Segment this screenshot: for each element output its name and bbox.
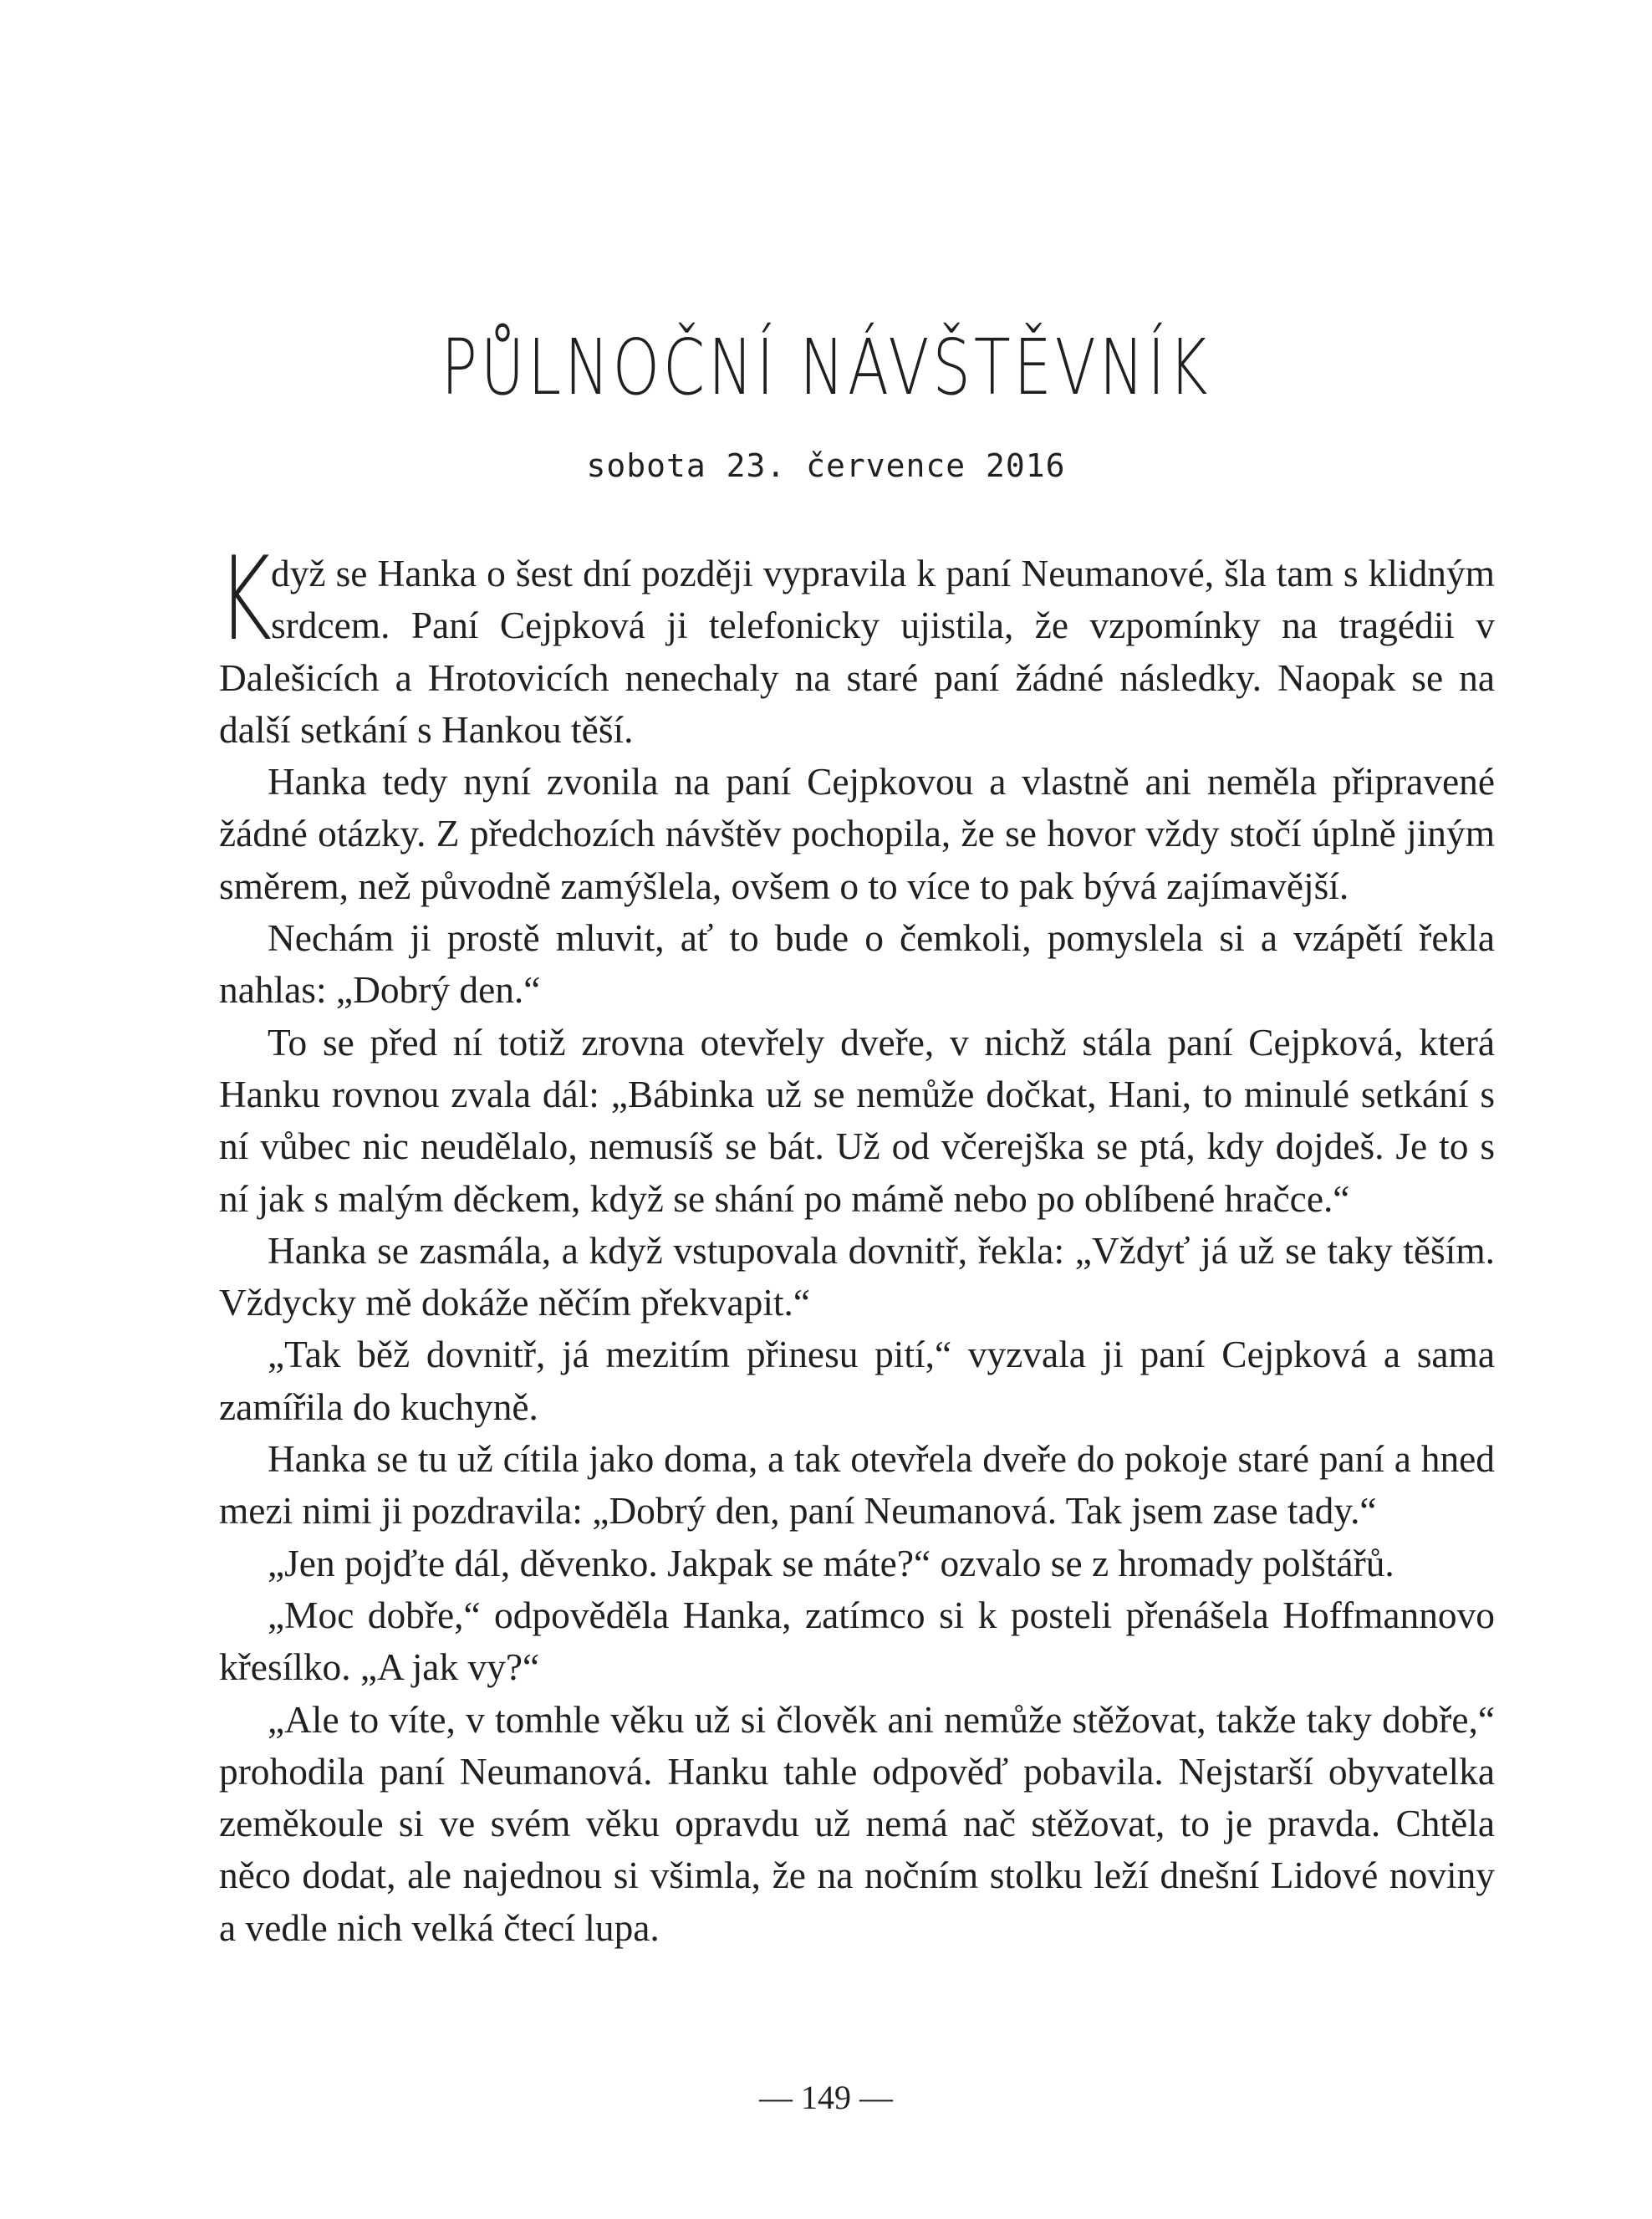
chapter-body [217,532,1495,1954]
paragraph-1 [217,532,1495,756]
paragraph-10: „Ale to víte, v tomhle věku už si člověk ani nemůže stěžovat, takže taky dobře,“ prohodila paní Neumanová. Hanku tahle odpověď pobavila. Nejstarší obyvatelka zeměkoule si ve svém věku opravdu už nemá nač stěžovat, to je pravda. Chtěla něco dodat, ale najednou si všimla, že na nočním stolku leží dnešní Lidové noviny a vedle nich velká čtecí lupa. [219,1698,1495,1949]
paragraph-5: Hanka se zasmála, a když vstupovala dovnitř, řekla: „Vždyť já už se taky těším. Vždycky mě dokáže něčím překvapit.“ [219,1229,1495,1324]
paragraph-8: „Jen pojďte dál, děvenko. Jakpak se máte?“ ozvalo se z hromady polštářů. [268,1542,1395,1584]
chapter-title: PŮLNOČNÍ NÁVŠTĚVNÍK [441,322,1211,412]
paragraph-9: „Moc dobře,“ odpověděla Hanka, zatímco si k posteli přenášela Hoffmannovo křesílko. „A jak vy?“ [219,1594,1495,1689]
paragraph-3: Nechám ji prostě mluvit, ať to bude o čemkoli, pomyslela si a vzápětí řekla nahlas: „Dobrý den.“ [219,917,1495,1012]
paragraph-1-text: dyž se Hanka o šest dní později vypravila k paní Neumanové, šla tam s klidným srdcem. Paní Cejpková ji telefonicky ujistila, že vzpomínky na tragédii v Dalešicích a Hrotovicích nenechaly na staré paní žádné následky. Naopak se na další setkání s Hankou těší. [219,553,1495,751]
drop-cap-letter: K [217,532,273,666]
paragraph-4: To se před ní totiž zrovna otevřely dveře, v nichž stála paní Cejpková, která Hanku rovnou zvala dál: „Bábinka už se nemůže dočkat, Hani, to minulé setkání s ní vůbec nic neudělalo, nemusíš se bát. Už od včerejška se ptá, kdy dojdeš. Je to s ní jak s malým děckem, když se shání po mámě nebo po oblíbené hračce.“ [219,1021,1495,1220]
paragraph-7: Hanka se tu už cítila jako doma, a tak otevřela dveře do pokoje staré paní a hned mezi nimi ji pozdravila: „Dobrý den, paní Neumanová. Tak jsem zase tady.“ [219,1438,1495,1533]
paragraph-2: Hanka tedy nyní zvonila na paní Cejpkovou a vlastně ani neměla připravené žádné otázky. Z předchozích návštěv pochopila, že se hovor vždy stočí úplně jiným směrem, než původně zamýšlela, ovšem o to více to pak bývá zajímavější. [219,761,1495,907]
paragraph-6: „Tak běž dovnitř, já mezitím přinesu pití,“ vyzvala ji paní Cejpková a sama zamířila do kuchyně. [219,1334,1495,1428]
page-number: — 149 — [759,2079,893,2116]
chapter-date: sobota 23. července 2016 [586,447,1066,484]
